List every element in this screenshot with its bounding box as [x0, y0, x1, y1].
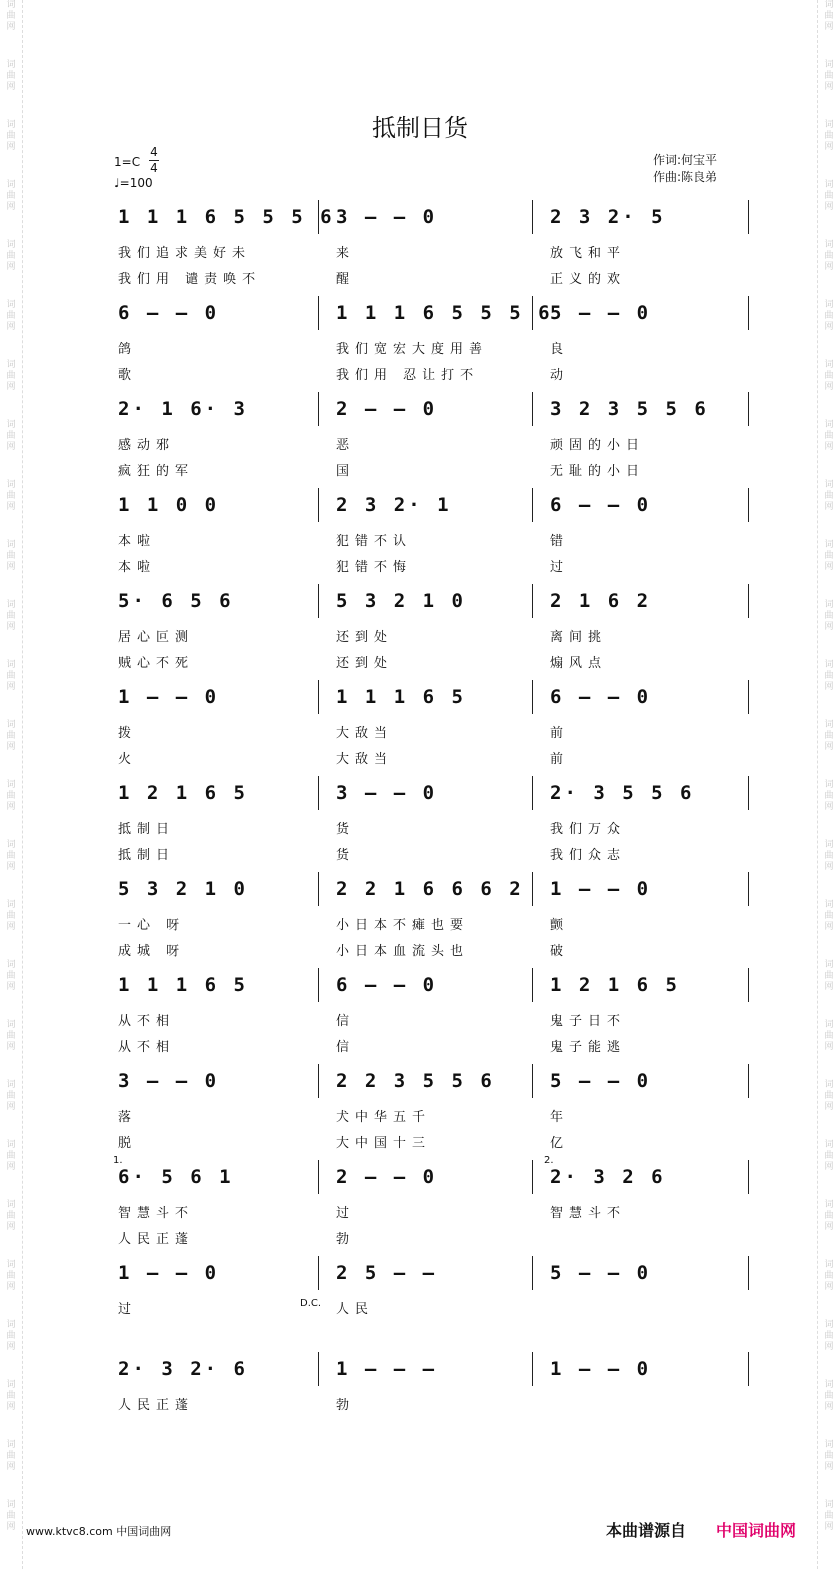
watermark-text: 词曲网 — [824, 60, 834, 92]
barline — [532, 200, 533, 234]
watermark-text: 词曲网 — [824, 1200, 834, 1232]
footer-brand: 中国词曲网 — [716, 1521, 797, 1540]
barline — [532, 872, 533, 906]
watermark-text: 词曲网 — [824, 240, 834, 272]
score-system — [112, 1352, 750, 1448]
measure-notes: 6· 5 6 1 — [118, 1166, 234, 1188]
barline — [748, 584, 749, 618]
watermark-left — [4, 0, 18, 1569]
lyric-verse-2: 还到处 — [336, 656, 394, 671]
measure-notes: 3 – – 0 — [336, 206, 438, 228]
lyric-verse-1: 犯错不认 — [336, 534, 413, 549]
watermark-text: 词曲网 — [824, 1140, 834, 1172]
lyric-verse-1: 过 — [336, 1206, 356, 1221]
lyric-verse-2: 成城 呀 — [118, 944, 186, 959]
measure-notes: 5 – – 0 — [550, 1262, 652, 1284]
measure-notes: 1 1 1 6 5 5 5 6 — [118, 206, 335, 228]
lyric-verse-2: 大敌当 — [336, 752, 394, 767]
lyric-verse-1: 放飞和平 — [550, 246, 627, 261]
lyric-verse-2: 国 — [336, 464, 356, 479]
tempo-marking: ♩=100 — [114, 176, 153, 190]
measure-notes: 2 3 2· 5 — [550, 206, 666, 228]
score-system — [112, 680, 750, 776]
barline — [532, 584, 533, 618]
barline — [532, 488, 533, 522]
barline — [748, 1160, 749, 1194]
watermark-text: 词曲网 — [824, 0, 834, 32]
measure-notes: 1 1 1 6 5 — [336, 686, 466, 708]
lyric-verse-1: 犬中华五千 — [336, 1110, 432, 1125]
lyric-verse-1: 鬼子日不 — [550, 1014, 627, 1029]
lyric-verse-2: 疯狂的军 — [118, 464, 195, 479]
watermark-text: 词曲网 — [824, 1260, 834, 1292]
barline — [318, 488, 319, 522]
watermark-text: 词曲网 — [824, 360, 834, 392]
barline — [748, 1352, 749, 1386]
lyric-verse-2: 过 — [550, 560, 570, 575]
watermark-text: 词曲网 — [6, 960, 16, 992]
lyric-verse-2: 我们用 谴责唤不 — [118, 272, 262, 287]
measure-notes: 1 – – 0 — [550, 1358, 652, 1380]
lyric-verse-1: 智慧斗不 — [118, 1206, 195, 1221]
measure-notes: 6 – – 0 — [550, 494, 652, 516]
watermark-text: 词曲网 — [824, 660, 834, 692]
measure-notes: 2 – – 0 — [336, 398, 438, 420]
score-system — [112, 200, 750, 296]
lyric-verse-2: 煽风点 — [550, 656, 608, 671]
measure-notes: 2 5 – – — [336, 1262, 438, 1284]
barline — [532, 392, 533, 426]
lyric-verse-2: 大中国十三 — [336, 1136, 432, 1151]
lyric-verse-2: 抵制日 — [118, 848, 176, 863]
barline — [318, 1064, 319, 1098]
barline — [532, 680, 533, 714]
measure-notes: 2 1 6 2 — [550, 590, 652, 612]
score-system — [112, 776, 750, 872]
barline — [748, 1064, 749, 1098]
credits — [653, 152, 717, 186]
lyric-verse-1: 恶 — [336, 438, 356, 453]
barline — [748, 488, 749, 522]
barline — [318, 680, 319, 714]
lyric-verse-1: 人民正蓬 — [118, 1398, 195, 1413]
watermark-text: 词曲网 — [6, 240, 16, 272]
lyric-verse-2: 正义的欢 — [550, 272, 627, 287]
watermark-text: 词曲网 — [6, 420, 16, 452]
barline — [532, 968, 533, 1002]
lyric-verse-2: 人民正蓬 — [118, 1232, 195, 1247]
measure-notes: 1 – – 0 — [550, 878, 652, 900]
watermark-text: 词曲网 — [824, 600, 834, 632]
lyric-verse-1: 错 — [550, 534, 570, 549]
measure-notes: 5 3 2 1 0 — [118, 878, 248, 900]
watermark-text: 词曲网 — [6, 600, 16, 632]
watermark-text: 词曲网 — [824, 1020, 834, 1052]
footer-source: 本曲谱源自 — [606, 1521, 687, 1540]
dc-marking: D.C. — [300, 1298, 322, 1309]
lyric-verse-1: 拨 — [118, 726, 138, 741]
watermark-text: 词曲网 — [824, 960, 834, 992]
watermark-text: 词曲网 — [6, 300, 16, 332]
lyric-verse-2: 贼心不死 — [118, 656, 195, 671]
lyric-verse-2: 歌 — [118, 368, 138, 383]
measure-notes: 1 1 1 6 5 — [118, 974, 248, 996]
measure-notes: 3 – – 0 — [118, 1070, 220, 1092]
measure-notes: 1 1 1 6 5 5 5 6 — [336, 302, 553, 324]
lyric-verse-2: 亿 — [550, 1136, 570, 1151]
lyric-verse-2: 醒 — [336, 272, 356, 287]
watermark-text: 词曲网 — [6, 0, 16, 32]
barline — [318, 872, 319, 906]
lyric-verse-2: 信 — [336, 1040, 356, 1055]
lyric-verse-1: 从不相 — [118, 1014, 176, 1029]
watermark-text: 词曲网 — [824, 300, 834, 332]
measure-notes: 1 2 1 6 5 — [550, 974, 680, 996]
barline — [532, 1256, 533, 1290]
lyric-verse-1: 年 — [550, 1110, 570, 1125]
measure-notes: 1 – – – — [336, 1358, 438, 1380]
left-margin-line — [22, 0, 23, 1569]
lyric-verse-2: 破 — [550, 944, 570, 959]
lyric-verse-1: 我们宽宏大度用善 — [336, 342, 489, 357]
lyric-verse-1: 智慧斗不 — [550, 1206, 627, 1221]
lyric-verse-1: 鸽 — [118, 342, 138, 357]
score-system — [112, 1064, 750, 1160]
score-system — [112, 488, 750, 584]
lyric-verse-2: 我们用 忍让打不 — [336, 368, 480, 383]
lyric-verse-2: 脱 — [118, 1136, 138, 1151]
lyric-verse-2: 鬼子能逃 — [550, 1040, 627, 1055]
watermark-text: 词曲网 — [6, 480, 16, 512]
lyric-verse-1: 还到处 — [336, 630, 394, 645]
watermark-text: 词曲网 — [6, 660, 16, 692]
barline — [318, 296, 319, 330]
lyric-verse-2: 无耻的小日 — [550, 464, 646, 479]
measure-notes: 2 3 2· 1 — [336, 494, 452, 516]
watermark-text: 词曲网 — [824, 480, 834, 512]
lyricist: 作词:何宝平 — [653, 153, 718, 167]
barline — [748, 296, 749, 330]
lyric-verse-1: 落 — [118, 1110, 138, 1125]
measure-notes: 6 – – 0 — [336, 974, 438, 996]
lyric-verse-1: 人民 — [336, 1302, 375, 1317]
barline — [532, 1352, 533, 1386]
watermark-text: 词曲网 — [824, 840, 834, 872]
right-margin-line — [817, 0, 818, 1569]
watermark-text: 词曲网 — [6, 540, 16, 572]
watermark-text: 词曲网 — [824, 720, 834, 752]
lyric-verse-2: 我们众志 — [550, 848, 627, 863]
measure-notes: 5 – – 0 — [550, 302, 652, 324]
volta-2: 2. — [544, 1155, 554, 1166]
lyric-verse-1: 离间挑 — [550, 630, 608, 645]
lyric-verse-1: 颤 — [550, 918, 570, 933]
lyric-verse-1: 信 — [336, 1014, 356, 1029]
measure-notes: 3 – – 0 — [336, 782, 438, 804]
watermark-text: 词曲网 — [6, 840, 16, 872]
watermark-text: 词曲网 — [6, 180, 16, 212]
barline — [748, 392, 749, 426]
measure-notes: 6 – – 0 — [118, 302, 220, 324]
measure-notes: 1 – – 0 — [118, 686, 220, 708]
measure-notes: 1 2 1 6 5 — [118, 782, 248, 804]
measure-notes: 2· 3 2· 6 — [118, 1358, 248, 1380]
barline — [748, 776, 749, 810]
barline — [318, 392, 319, 426]
watermark-text: 词曲网 — [6, 1200, 16, 1232]
watermark-right — [822, 0, 836, 1569]
score-system — [112, 872, 750, 968]
measure-notes: 5 3 2 1 0 — [336, 590, 466, 612]
measure-notes: 1 – – 0 — [118, 1262, 220, 1284]
watermark-text: 词曲网 — [824, 900, 834, 932]
lyric-verse-1: 顽固的小日 — [550, 438, 646, 453]
barline — [748, 200, 749, 234]
watermark-text: 词曲网 — [6, 1020, 16, 1052]
watermark-text: 词曲网 — [6, 1080, 16, 1112]
lyric-verse-2: 本啦 — [118, 560, 157, 575]
watermark-text: 词曲网 — [6, 1260, 16, 1292]
measure-notes: 3 2 3 5 5 6 — [550, 398, 709, 420]
lyric-verse-2: 动 — [550, 368, 570, 383]
barline — [318, 1256, 319, 1290]
barline — [748, 872, 749, 906]
score-system — [112, 968, 750, 1064]
lyric-verse-1: 大敌当 — [336, 726, 394, 741]
watermark-text: 词曲网 — [6, 1500, 16, 1532]
time-signature: 4 4 — [150, 145, 158, 175]
measure-notes: 2· 3 5 5 6 — [550, 782, 695, 804]
watermark-text: 词曲网 — [6, 1380, 16, 1412]
barline — [748, 1256, 749, 1290]
measure-notes: 2 – – 0 — [336, 1166, 438, 1188]
measure-notes: 1 1 0 0 — [118, 494, 220, 516]
watermark-text: 词曲网 — [6, 1320, 16, 1352]
watermark-text: 词曲网 — [824, 1380, 834, 1412]
barline — [532, 776, 533, 810]
watermark-text: 词曲网 — [824, 1440, 834, 1472]
lyric-verse-1: 良 — [550, 342, 570, 357]
watermark-text: 词曲网 — [824, 1080, 834, 1112]
key-signature: 1=C — [114, 155, 141, 169]
measure-notes: 2· 1 6· 3 — [118, 398, 248, 420]
lyric-verse-1: 小日本不瘫也要 — [336, 918, 470, 933]
measure-notes: 5· 6 5 6 — [118, 590, 234, 612]
lyric-verse-1: 我们追求美好未 — [118, 246, 252, 261]
watermark-text: 词曲网 — [6, 900, 16, 932]
watermark-text: 词曲网 — [6, 1440, 16, 1472]
score-system — [112, 1256, 750, 1352]
watermark-text: 词曲网 — [824, 540, 834, 572]
lyric-verse-1: 过 — [118, 1302, 138, 1317]
lyric-verse-2: 勃 — [336, 1232, 356, 1247]
measure-notes: 5 – – 0 — [550, 1070, 652, 1092]
watermark-text: 词曲网 — [824, 1500, 834, 1532]
watermark-text: 词曲网 — [6, 780, 16, 812]
watermark-text: 词曲网 — [824, 420, 834, 452]
lyric-verse-1: 一心 呀 — [118, 918, 186, 933]
barline — [318, 1352, 319, 1386]
score-system — [112, 1160, 750, 1256]
watermark-text: 词曲网 — [824, 780, 834, 812]
lyric-verse-1: 感动邪 — [118, 438, 176, 453]
lyric-verse-1: 货 — [336, 822, 356, 837]
barline — [318, 968, 319, 1002]
watermark-text: 词曲网 — [824, 180, 834, 212]
watermark-text: 词曲网 — [6, 360, 16, 392]
measure-notes: 6 – – 0 — [550, 686, 652, 708]
lyric-verse-2: 小日本血流头也 — [336, 944, 470, 959]
measure-notes: 2 2 1 6 6 6 2 — [336, 878, 524, 900]
lyric-verse-1: 我们万众 — [550, 822, 627, 837]
watermark-text: 词曲网 — [824, 1320, 834, 1352]
lyric-verse-2: 犯错不悔 — [336, 560, 413, 575]
watermark-text: 词曲网 — [6, 1140, 16, 1172]
lyric-verse-2: 火 — [118, 752, 138, 767]
lyric-verse-2: 从不相 — [118, 1040, 176, 1055]
barline — [748, 968, 749, 1002]
lyric-verse-1: 居心叵测 — [118, 630, 195, 645]
watermark-text: 词曲网 — [824, 120, 834, 152]
lyric-verse-1: 来 — [336, 246, 356, 261]
watermark-text: 词曲网 — [6, 720, 16, 752]
barline — [318, 584, 319, 618]
watermark-text: 词曲网 — [6, 60, 16, 92]
lyric-verse-2: 货 — [336, 848, 356, 863]
watermark-text: 词曲网 — [6, 120, 16, 152]
measure-notes: 2 2 3 5 5 6 — [336, 1070, 495, 1092]
footer-site: www.ktvc8.com 中国词曲网 — [26, 1525, 172, 1538]
lyric-verse-1: 勃 — [336, 1398, 356, 1413]
barline — [532, 1064, 533, 1098]
composer: 作曲:陈良弟 — [653, 170, 718, 184]
score-system — [112, 392, 750, 488]
barline — [748, 680, 749, 714]
barline — [318, 1160, 319, 1194]
song-title: 抵制日货 — [372, 114, 468, 142]
score-system — [112, 296, 750, 392]
lyric-verse-1: 抵制日 — [118, 822, 176, 837]
lyric-verse-1: 本啦 — [118, 534, 157, 549]
lyric-verse-1: 前 — [550, 726, 570, 741]
measure-notes: 2· 3 2 6 — [550, 1166, 666, 1188]
barline — [532, 1160, 533, 1194]
score-system — [112, 584, 750, 680]
volta-1: 1. — [113, 1155, 123, 1166]
lyric-verse-2: 前 — [550, 752, 570, 767]
barline — [318, 776, 319, 810]
